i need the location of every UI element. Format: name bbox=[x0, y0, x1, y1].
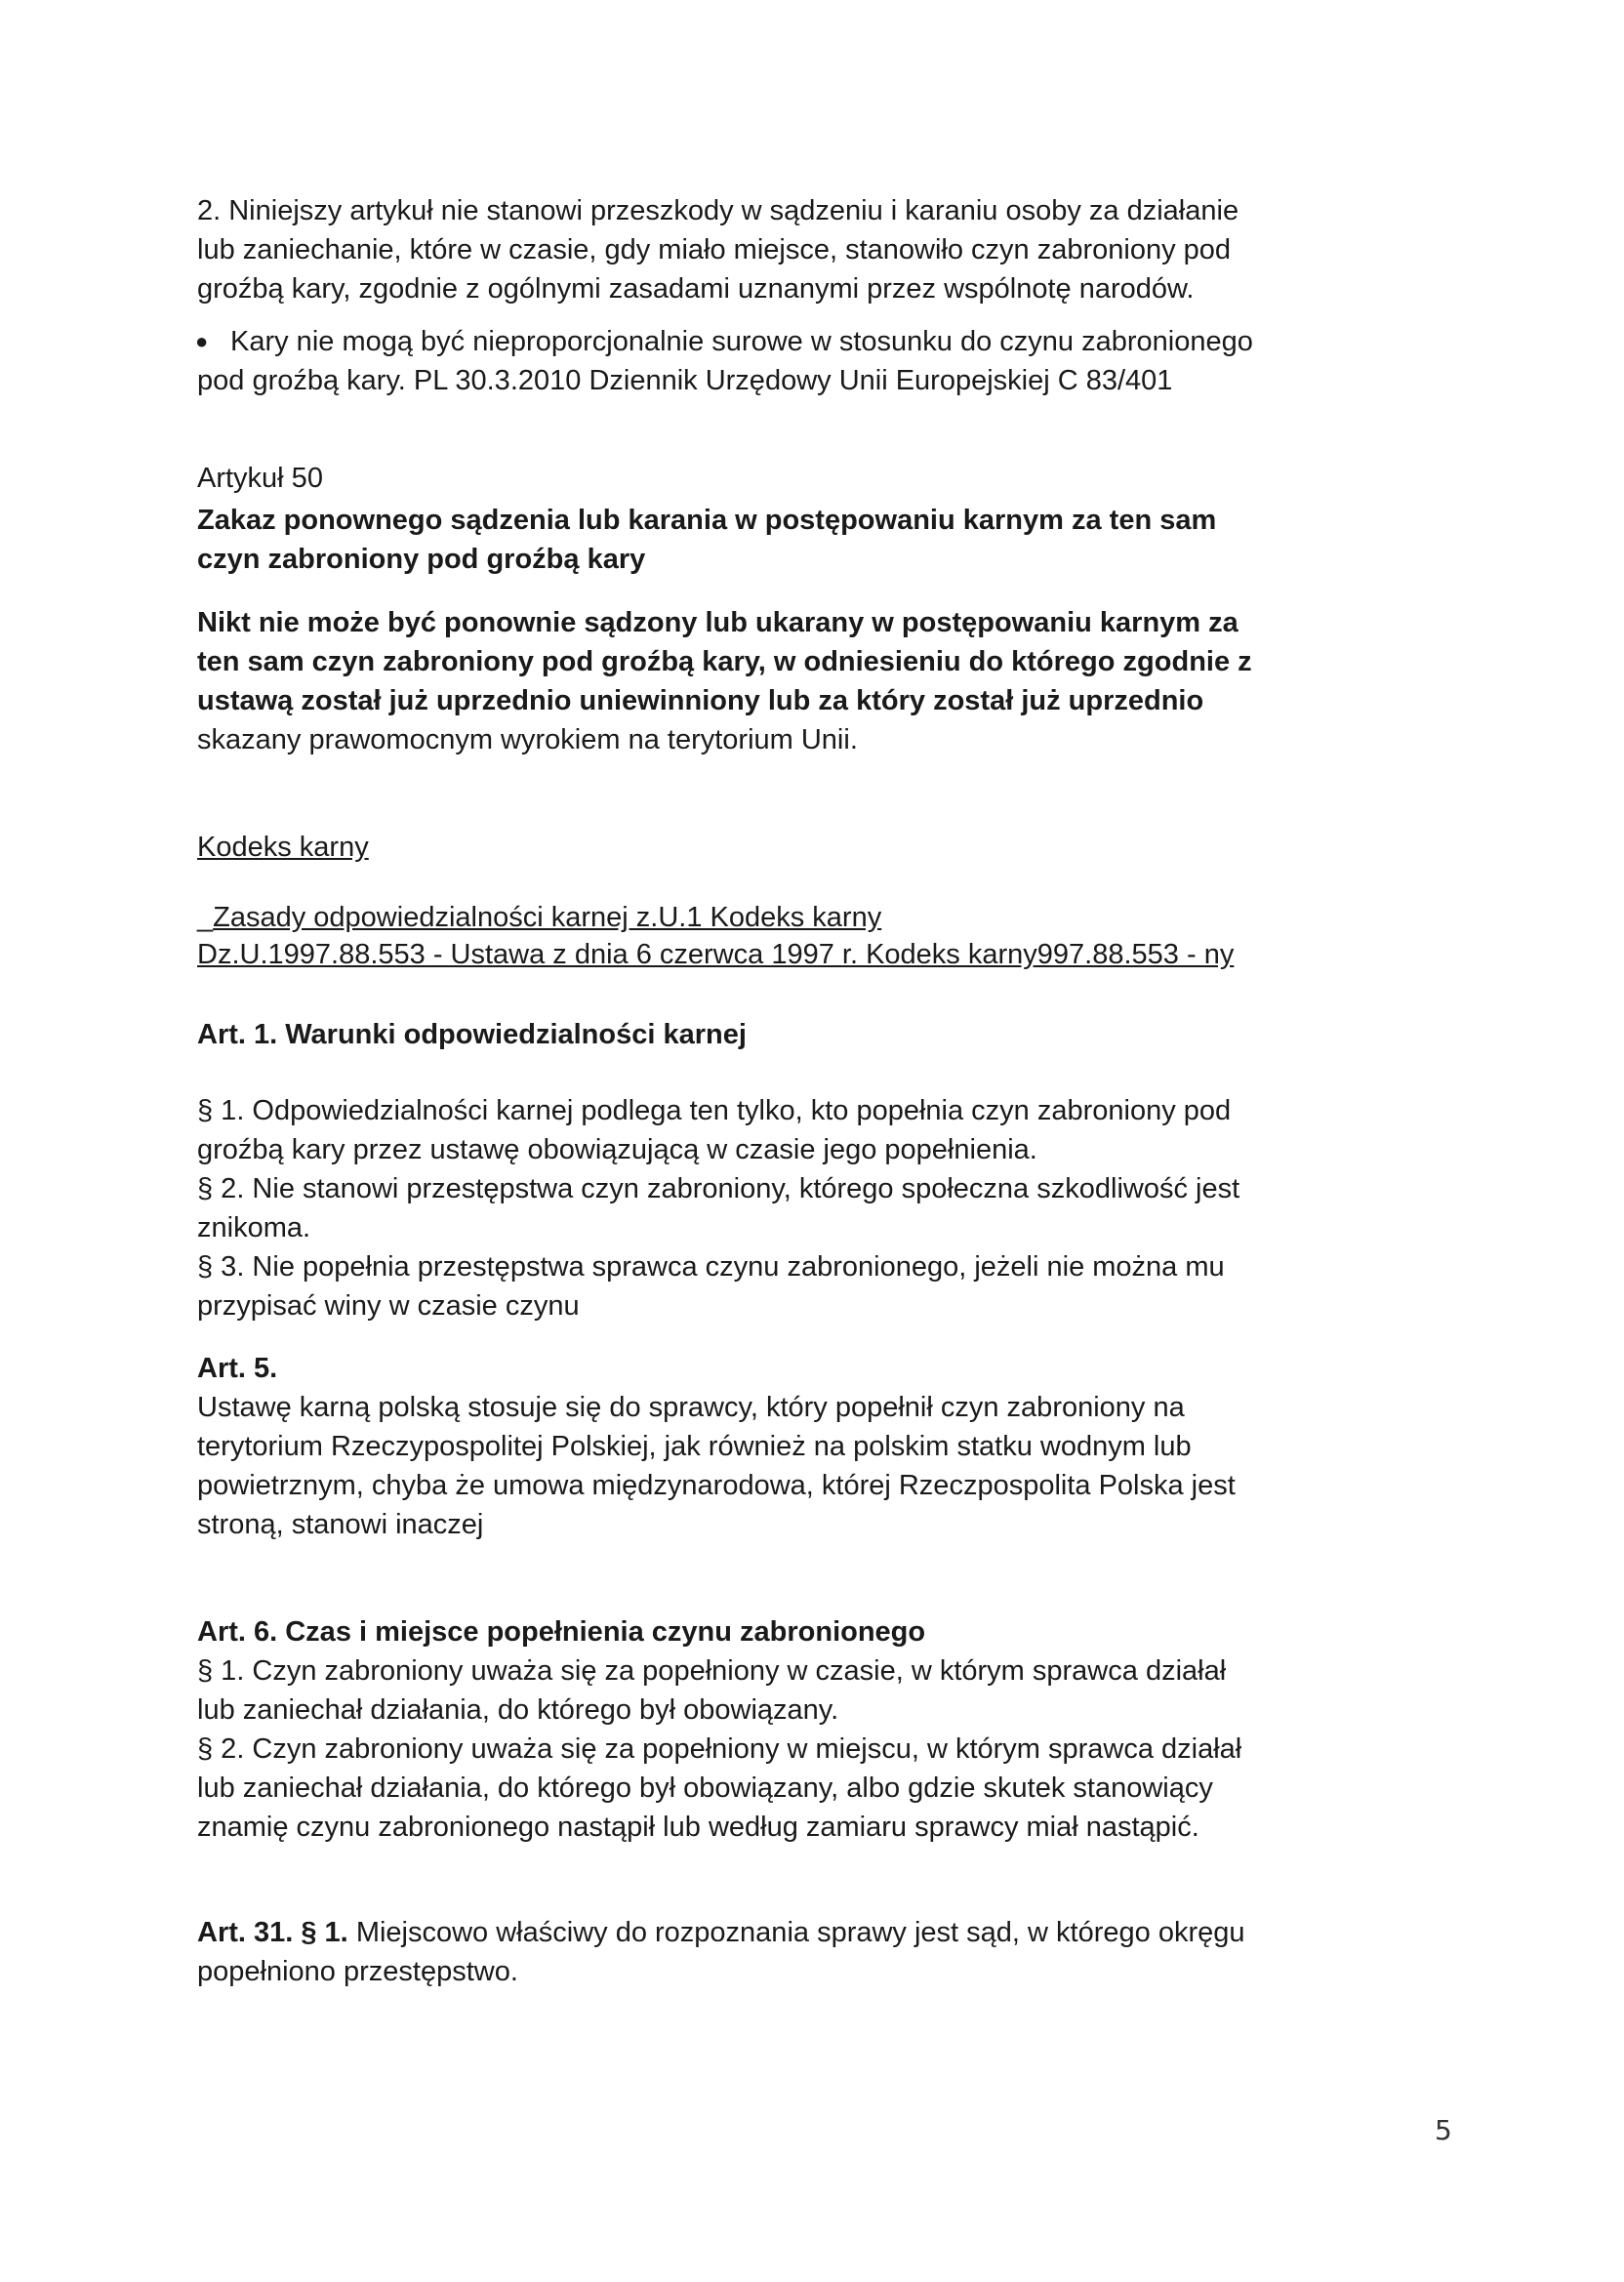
art-6-body bbox=[197, 1651, 1466, 1847]
art-31-text-1: Miejscowo właściwy do rozpoznania sprawy jest sąd, w którego okręgu bbox=[355, 1917, 1245, 1948]
page-number: 5 bbox=[1435, 2114, 1452, 2146]
art-1-line-2: groźbą kary przez ustawę obowiązującą w czasie jego popełnienia. bbox=[197, 1134, 1037, 1165]
art-5-line-1: Ustawę karną polską stosuje się do sprawcy, który popełnił czyn zabroniony na bbox=[197, 1392, 1185, 1423]
article-50-body-line-4: skazany prawomocnym wyrokiem na terytorium Unii. bbox=[197, 724, 858, 755]
art-1-line-6: przypisać winy w czasie czynu bbox=[197, 1290, 580, 1322]
art-6-line-5: znamię czynu zabronionego nastąpił lub według zamiaru sprawcy miał nastąpić. bbox=[197, 1812, 1199, 1843]
article-50-body bbox=[197, 603, 1466, 759]
art-31 bbox=[197, 1913, 1466, 1991]
article-50-number: Artykuł 50 bbox=[197, 463, 323, 494]
source-links bbox=[197, 898, 1466, 974]
art-6-line-1: § 1. Czyn zabroniony uważa się za popełniony w czasie, w którym sprawca działał bbox=[197, 1655, 1227, 1687]
art-1-line-3: § 2. Nie stanowi przestępstwa czyn zabroniony, którego społeczna szkodliwość jest bbox=[197, 1173, 1240, 1204]
bullet-icon: ● bbox=[195, 329, 209, 353]
art-31-line-2: popełniono przestępstwo. bbox=[197, 1956, 518, 1987]
article-50-title-line-1: Zakaz ponownego sądzenia lub karania w postępowaniu karnym za ten sam bbox=[197, 505, 1217, 536]
art-5-line-2: terytorium Rzeczypospolitej Polskiej, jak również na polskim statku wodnym lub bbox=[197, 1431, 1192, 1462]
bullet-line-1: Kary nie mogą być nieproporcjonalnie surowe w stosunku do czynu zabronionego bbox=[230, 326, 1253, 357]
art-6-line-2: lub zaniechał działania, do którego był obowiązany. bbox=[197, 1694, 839, 1726]
bullet-note bbox=[191, 322, 1460, 400]
source-link-line-1: _Zasady odpowiedzialności karnej z.U.1 Kodeks karny bbox=[197, 902, 882, 933]
art-1-line-4: znikoma. bbox=[197, 1212, 311, 1243]
art-31-line-1 bbox=[197, 1913, 1466, 1952]
source-link-1[interactable]: Zasady odpowiedzialności karnej z.U.1 Kodeks karny bbox=[213, 902, 882, 933]
art-31-label: Art. 31. § 1. bbox=[197, 1917, 348, 1948]
art-1-body bbox=[197, 1091, 1466, 1325]
source-link-2[interactable]: Dz.U.1997.88.553 - Ustawa z dnia 6 czerwca 1997 r. Kodeks karny997.88.553 - ny bbox=[197, 939, 1235, 970]
bullet-line-2: pod groźbą kary. PL 30.3.2010 Dziennik Urzędowy Unii Europejskiej C 83/401 bbox=[197, 365, 1173, 396]
art-6-line-3: § 2. Czyn zabroniony uważa się za popełniony w miejscu, w którym sprawca działał bbox=[197, 1733, 1242, 1765]
art-5-line-4: stroną, stanowi inaczej bbox=[197, 1509, 484, 1540]
art-1-title: Art. 1. Warunki odpowiedzialności karnej bbox=[197, 1019, 747, 1050]
art-1-line-5: § 3. Nie popełnia przestępstwa sprawca czynu zabronionego, jeżeli nie można mu bbox=[197, 1251, 1225, 1283]
art-5-body bbox=[197, 1388, 1466, 1544]
article-50-title bbox=[197, 501, 1466, 579]
paragraph-2-line-1: 2. Niniejszy artykuł nie stanowi przeszkody w sądzeniu i karaniu osoby za działanie bbox=[197, 195, 1239, 226]
art-6-title: Art. 6. Czas i miejsce popełnienia czynu zabronionego bbox=[197, 1616, 926, 1648]
art-6-line-4: lub zaniechał działania, do którego był obowiązany, albo gdzie skutek stanowiący bbox=[197, 1773, 1213, 1804]
art-5-line-3: powietrznym, chyba że umowa międzynarodowa, której Rzeczpospolita Polska jest bbox=[197, 1470, 1236, 1501]
article-50-body-line-1: Nikt nie może być ponownie sądzony lub ukarany w postępowaniu karnym za bbox=[197, 607, 1238, 638]
art-1-line-1: § 1. Odpowiedzialności karnej podlega ten tylko, kto popełnia czyn zabroniony pod bbox=[197, 1095, 1232, 1126]
article-50-title-line-2: czyn zabroniony pod groźbą kary bbox=[197, 544, 646, 575]
article-50-body-line-3: ustawą został już uprzednio uniewinniony lub za który został już uprzednio bbox=[197, 685, 1204, 716]
paragraph-2 bbox=[197, 191, 1466, 308]
art-5-title: Art. 5. bbox=[197, 1353, 278, 1384]
kodeks-karny-heading bbox=[197, 828, 1466, 867]
kodeks-karny-link[interactable]: Kodeks karny bbox=[197, 832, 369, 863]
paragraph-2-line-3: groźbą kary, zgodnie z ogólnymi zasadami uznanymi przez wspólnotę narodów. bbox=[197, 273, 1195, 305]
paragraph-2-line-2: lub zaniechanie, które w czasie, gdy miało miejsce, stanowiło czyn zabroniony pod bbox=[197, 234, 1232, 265]
article-50-body-line-2: ten sam czyn zabroniony pod groźbą kary, w odniesieniu do którego zgodnie z bbox=[197, 646, 1252, 677]
